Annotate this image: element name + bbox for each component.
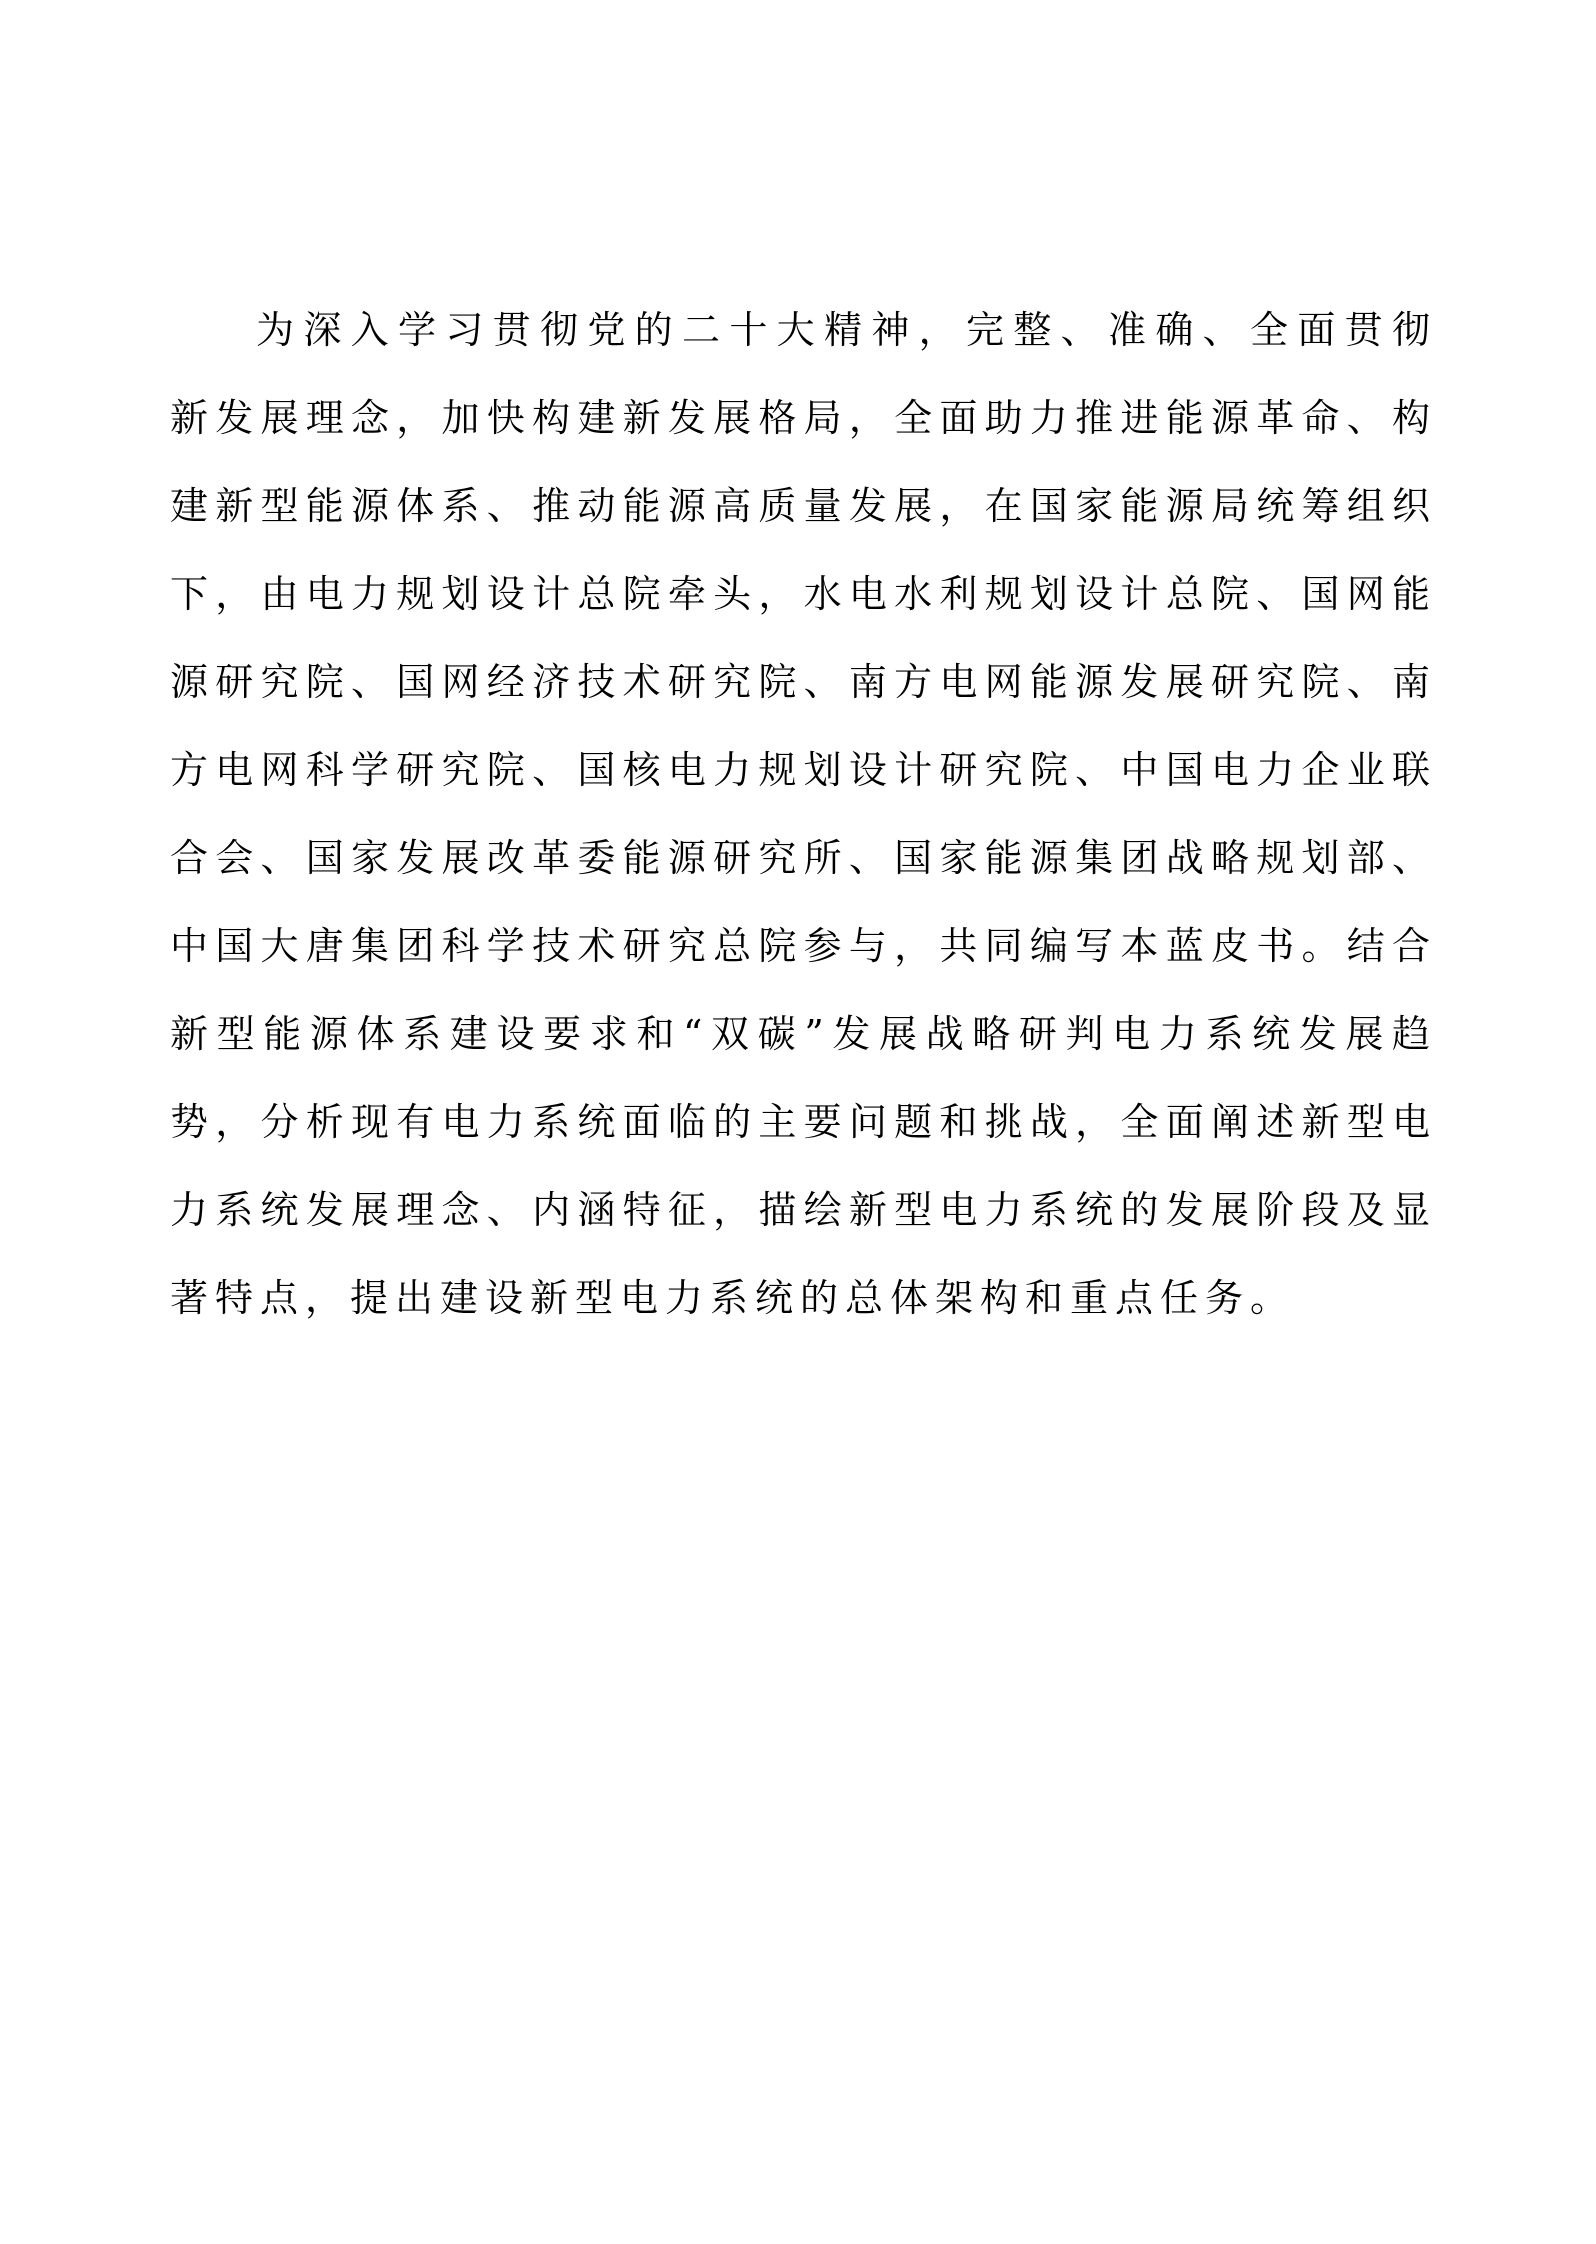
body-paragraph bbox=[170, 286, 1430, 1342]
paragraph-line: 势，分析现有电力系统面临的主要问题和挑战，全面阐述新型电 bbox=[170, 1100, 1430, 1144]
paragraph-line: 建新型能源体系、推动能源高质量发展，在国家能源局统筹组织 bbox=[170, 484, 1430, 528]
paragraph-line: 合会、国家发展改革委能源研究所、国家能源集团战略规划部、 bbox=[170, 836, 1430, 880]
paragraph-line: 新发展理念，加快构建新发展格局，全面助力推进能源革命、构 bbox=[170, 396, 1430, 440]
paragraph-line: 方电网科学研究院、国核电力规划设计研究院、中国电力企业联 bbox=[170, 748, 1430, 792]
paragraph-line: 源研究院、国网经济技术研究院、南方电网能源发展研究院、南 bbox=[170, 660, 1430, 704]
paragraph-line: 力系统发展理念、内涵特征，描绘新型电力系统的发展阶段及显 bbox=[170, 1188, 1430, 1232]
paragraph-line: 新型能源体系建设要求和“双碳”发展战略研判电力系统发展趋 bbox=[170, 1012, 1430, 1056]
paragraph-line: 为深入学习贯彻党的二十大精神，完整、准确、全面贯彻 bbox=[256, 308, 1430, 352]
paragraph-line: 下，由电力规划设计总院牵头，水电水利规划设计总院、国网能 bbox=[170, 572, 1430, 616]
paragraph-line: 中国大唐集团科学技术研究总院参与，共同编写本蓝皮书。结合 bbox=[170, 924, 1430, 968]
paragraph-line: 著特点，提出建设新型电力系统的总体架构和重点任务。 bbox=[170, 1276, 1296, 1320]
